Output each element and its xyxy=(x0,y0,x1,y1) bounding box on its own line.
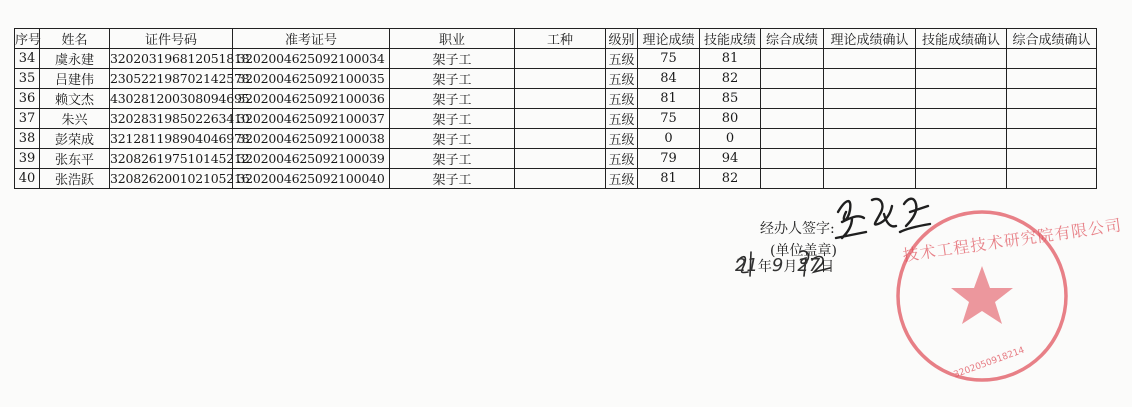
cell-skill-score: 80 xyxy=(700,109,761,129)
cell-seq: 40 xyxy=(15,169,40,189)
date-year-char: 年 xyxy=(757,259,772,275)
cell-id-number: 430281200308094695 xyxy=(110,89,233,109)
cell-occupation: 架子工 xyxy=(390,169,515,189)
date-day-char: 日 xyxy=(820,259,835,275)
cell-name: 张东平 xyxy=(40,149,110,169)
cell-exam-number: 3202004625092100036 xyxy=(233,89,390,109)
cell-occupation: 架子工 xyxy=(390,49,515,69)
cell-theory-score: 75 xyxy=(638,49,700,69)
handwritten-signature xyxy=(836,199,930,238)
cell-id-number: 320203196812051818 xyxy=(110,49,233,69)
cell-level: 五级 xyxy=(606,149,638,169)
cell-seq: 36 xyxy=(15,89,40,109)
signer-label: 经办人签字: xyxy=(760,221,835,237)
cell-theory-score: 79 xyxy=(638,149,700,169)
cell-skill-score: 85 xyxy=(700,89,761,109)
cell-name: 赖文杰 xyxy=(40,89,110,109)
cell-skill-score: 0 xyxy=(700,129,761,149)
signing-date xyxy=(735,255,834,276)
date-year-handwritten: 21 xyxy=(735,255,758,276)
cell-occupation: 架子工 xyxy=(390,109,515,129)
cell-name: 张浩跃 xyxy=(40,169,110,189)
date-day-handwritten: 27 xyxy=(797,255,821,276)
seal-star-icon xyxy=(951,266,1013,324)
cell-seq: 37 xyxy=(15,109,40,129)
cell-skill-score: 81 xyxy=(700,49,761,69)
cell-id-number: 320826200102105216 xyxy=(110,169,233,189)
cell-id-number: 320826197510145212 xyxy=(110,149,233,169)
cell-exam-number: 3202004625092100039 xyxy=(233,149,390,169)
seal-number: 3202050918214 xyxy=(952,345,1026,381)
cell-level: 五级 xyxy=(606,109,638,129)
cell-skill-score: 94 xyxy=(700,149,761,169)
cell-theory-score: 81 xyxy=(638,89,700,109)
cell-exam-number: 3202004625092100040 xyxy=(233,169,390,189)
col-header-total-score: 综合成绩 xyxy=(761,29,824,49)
cell-seq: 39 xyxy=(15,149,40,169)
cell-theory-score: 75 xyxy=(638,109,700,129)
cell-exam-number: 3202004625092100034 xyxy=(233,49,390,69)
col-header-theory-score: 理论成绩 xyxy=(638,29,700,49)
cell-seq: 38 xyxy=(15,129,40,149)
col-header-id-number: 证件号码 xyxy=(110,29,233,49)
col-header-seq: 序号 xyxy=(15,29,40,49)
cell-seq: 35 xyxy=(15,69,40,89)
cell-skill-score: 82 xyxy=(700,169,761,189)
col-header-theory-confirm: 理论成绩确认 xyxy=(824,29,916,49)
cell-occupation: 架子工 xyxy=(390,89,515,109)
seal-text: 技术工程技术研究院有限公司 xyxy=(901,215,1124,266)
col-header-total-confirm: 综合成绩确认 xyxy=(1007,29,1097,49)
col-header-name: 姓名 xyxy=(40,29,110,49)
cell-id-number: 320283198502263410 xyxy=(110,109,233,129)
date-month-handwritten: 9 xyxy=(771,255,784,276)
cell-exam-number: 3202004625092100037 xyxy=(233,109,390,129)
col-header-exam-number: 准考证号 xyxy=(233,29,390,49)
cell-theory-score: 0 xyxy=(638,129,700,149)
date-month-char: 月 xyxy=(783,259,798,275)
cell-occupation: 架子工 xyxy=(390,69,515,89)
cell-seq: 34 xyxy=(15,49,40,69)
col-header-occupation: 职业 xyxy=(390,29,515,49)
col-header-level: 级别 xyxy=(606,29,638,49)
cell-theory-score: 84 xyxy=(638,69,700,89)
cell-exam-number: 3202004625092100035 xyxy=(233,69,390,89)
cell-id-number: 321281198904046978 xyxy=(110,129,233,149)
cell-level: 五级 xyxy=(606,129,638,149)
cell-exam-number: 3202004625092100038 xyxy=(233,129,390,149)
col-header-skill-confirm: 技能成绩确认 xyxy=(916,29,1007,49)
cell-level: 五级 xyxy=(606,69,638,89)
cell-id-number: 230522198702142578 xyxy=(110,69,233,89)
col-header-trade: 工种 xyxy=(515,29,606,49)
col-header-skill-score: 技能成绩 xyxy=(700,29,761,49)
cell-occupation: 架子工 xyxy=(390,129,515,149)
cell-name: 虞永建 xyxy=(40,49,110,69)
unit-seal-label: (单位盖章) xyxy=(770,243,837,259)
cell-level: 五级 xyxy=(606,89,638,109)
cell-name: 吕建伟 xyxy=(40,69,110,89)
cell-level: 五级 xyxy=(606,49,638,69)
cell-name: 彭荣成 xyxy=(40,129,110,149)
cell-skill-score: 82 xyxy=(700,69,761,89)
cell-occupation: 架子工 xyxy=(390,149,515,169)
cell-level: 五级 xyxy=(606,169,638,189)
cell-theory-score: 81 xyxy=(638,169,700,189)
cell-name: 朱兴 xyxy=(40,109,110,129)
